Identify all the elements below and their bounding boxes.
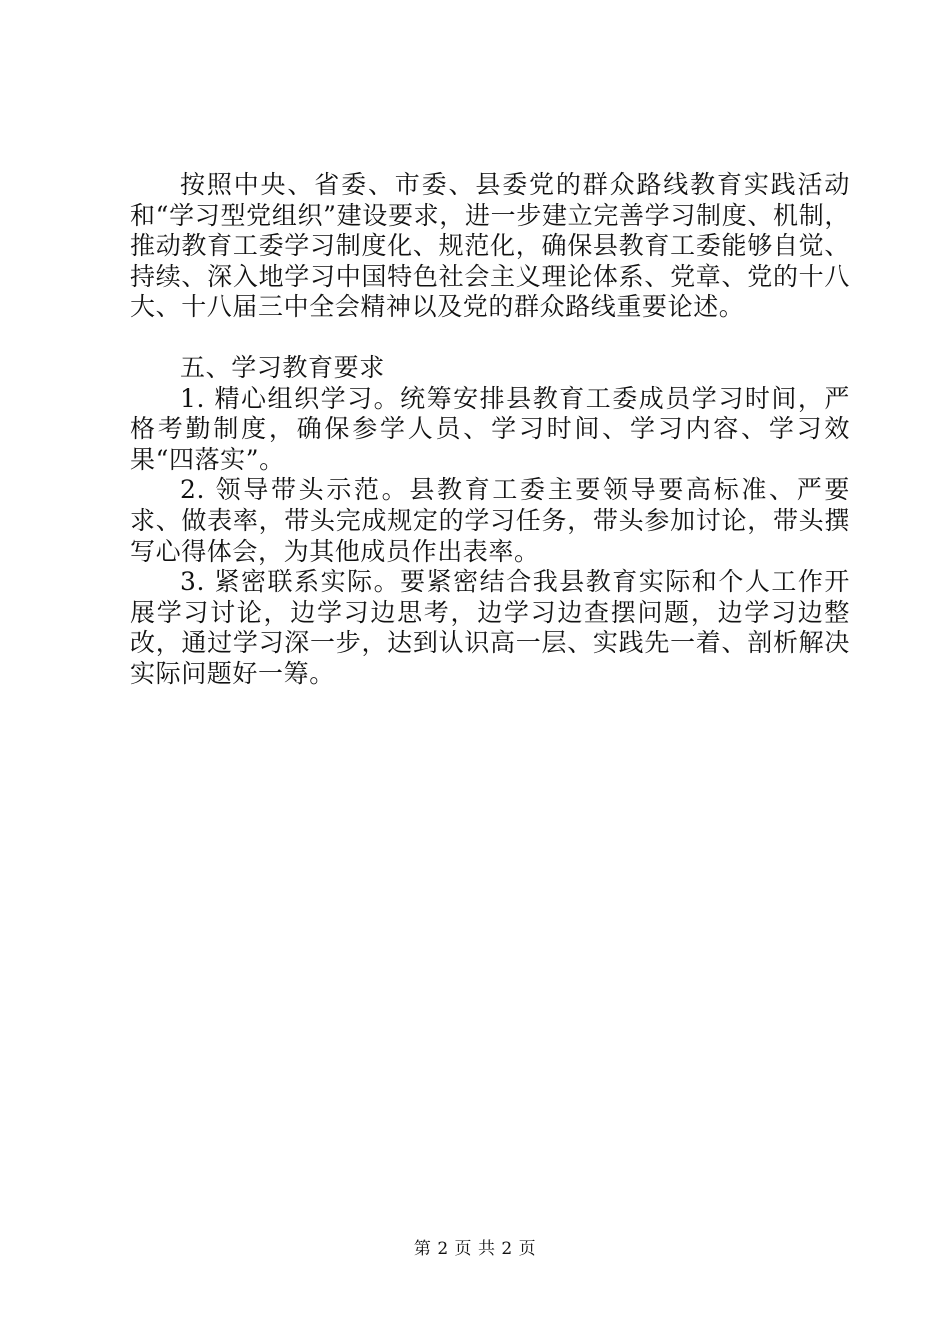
document-body (130, 170, 850, 690)
page-footer: 第 2 页 共 2 页 (413, 1239, 537, 1259)
requirement-item-2: 2. 领导带头示范。县教育工委主要领导要高标准、严要求、做表率，带头完成规定的学习任务，带头参加讨论，带头撰写心得体会，为其他成员作出表率。 (130, 475, 850, 566)
intro-paragraph: 按照中央、省委、市委、县委党的群众路线教育实践活动和“学习型党组织”建设要求，进一步建立完善学习制度、机制，推动教育工委学习制度化、规范化，确保县教育工委能够自觉、持续、深入地学习中国特色社会主义理论体系、党章、党的十八大、十八届三中全会精神以及党的群众路线重要论述。 (130, 170, 850, 322)
requirement-item-3: 3. 紧密联系实际。要紧密结合我县教育实际和个人工作开展学习讨论，边学习边思考，边学习边查摆问题，边学习边整改，通过学习深一步，达到认识高一层、实践先一着、剖析解决实际问题好一筹。 (130, 567, 850, 688)
section-heading: 五、学习教育要求 (180, 352, 385, 382)
requirement-item-1: 1. 精心组织学习。统筹安排县教育工委成员学习时间，严格考勤制度，确保参学人员、学习时间、学习内容、学习效果“四落实”。 (130, 383, 850, 474)
